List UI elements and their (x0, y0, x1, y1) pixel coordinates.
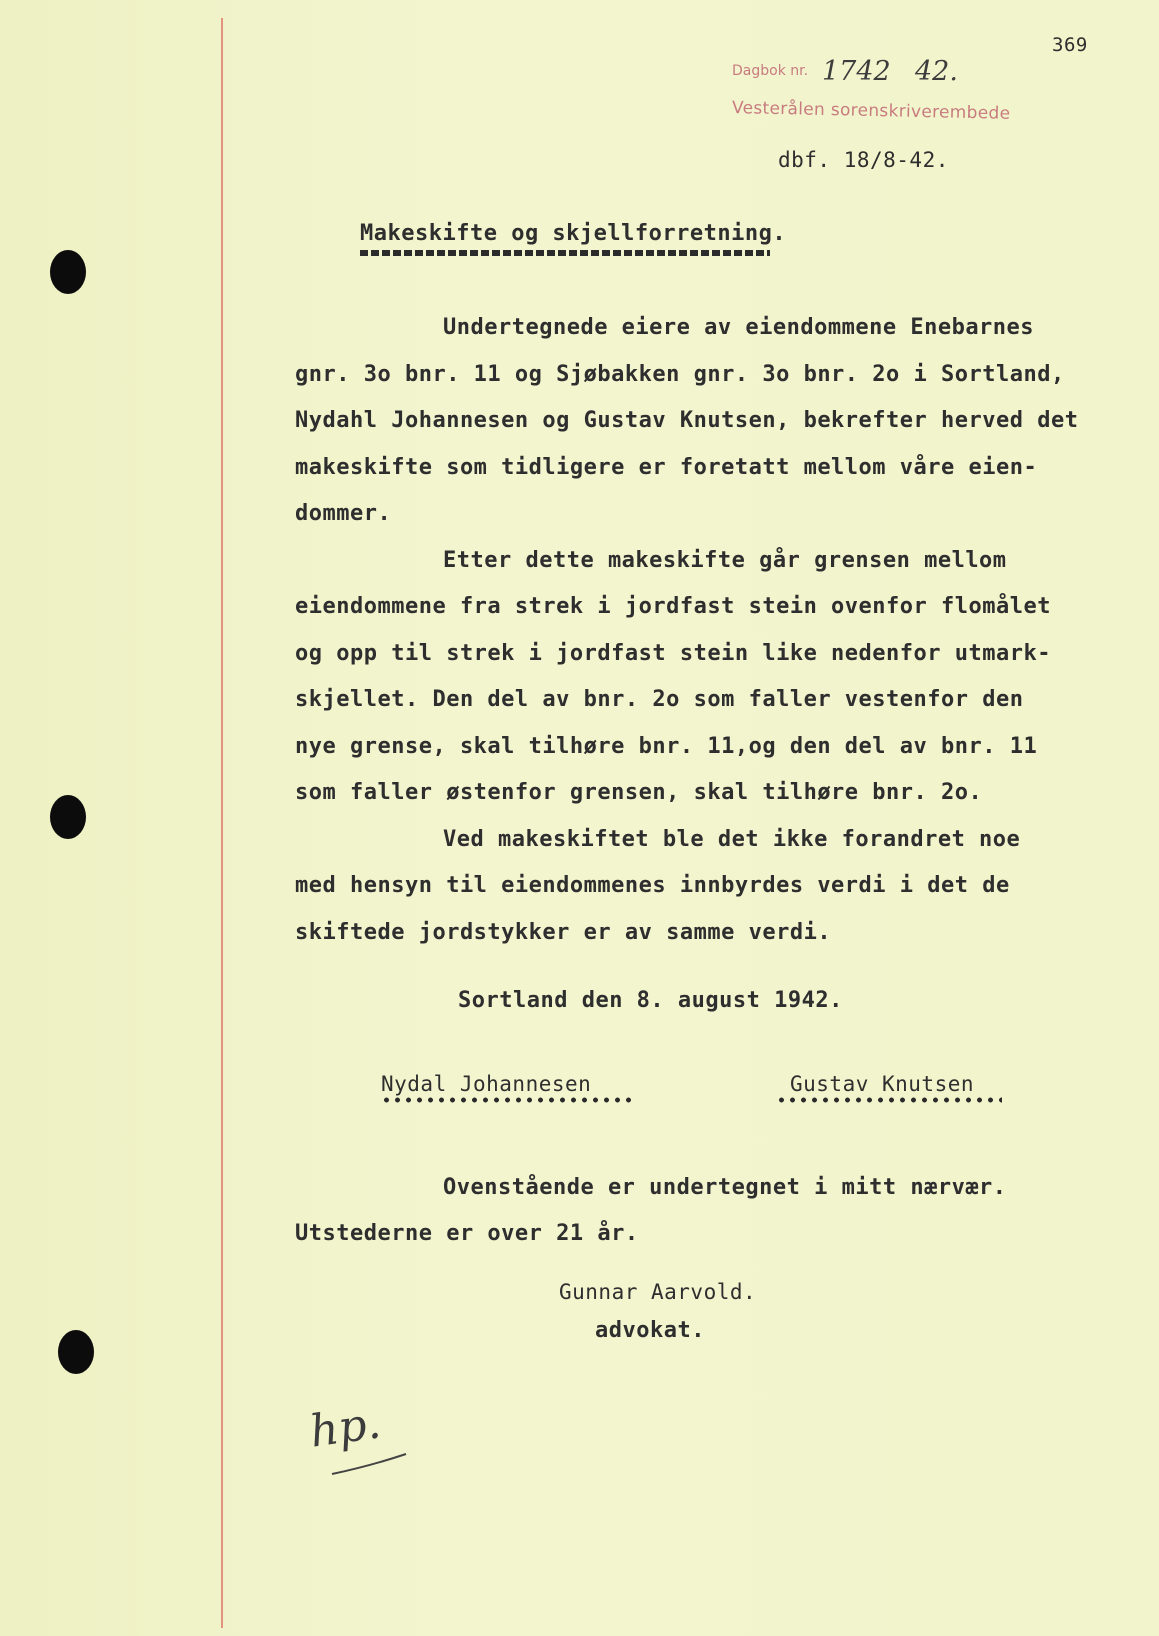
paragraph-3-line-3: skiftede jordstykker er av samme verdi. (295, 920, 832, 945)
signature-left: Nydal Johannesen (381, 1072, 592, 1096)
signature-right-dotted-line (776, 1097, 1002, 1103)
punch-hole-bottom (58, 1330, 94, 1374)
document-title: Makeskifte og skjellforretning. (360, 221, 787, 246)
stamp-number: 1742 (822, 56, 891, 87)
witness-name: Gunnar Aarvold. (559, 1280, 757, 1304)
paragraph-2-line-2: eiendommene fra strek i jordfast stein ovenfor flomålet (295, 594, 1051, 619)
paragraph-2-line-5: nye grense, skal tilhøre bnr. 11,og den del av bnr. 11 (295, 734, 1038, 759)
witness-line-2: Utstederne er over 21 år. (295, 1221, 639, 1246)
witness-title: advokat. (595, 1318, 705, 1343)
punch-hole-middle (50, 795, 86, 839)
paragraph-3-line-2: med hensyn til eiendommenes innbyrdes verdi i det de (295, 873, 1010, 898)
witness-line-1: Ovenstående er undertegnet i mitt nærvær. (443, 1175, 1007, 1200)
paragraph-3-line-1: Ved makeskiftet ble det ikke forandret noe (443, 827, 1021, 852)
margin-line (221, 18, 223, 1628)
signature-left-dotted-line (381, 1097, 634, 1103)
punch-hole-top (50, 250, 86, 294)
paragraph-2-line-3: og opp til strek i jordfast stein like nedenfor utmark- (295, 641, 1051, 666)
stamp-label: Dagbok nr. (732, 63, 809, 79)
stamp-office: Vesterålen sorenskriverembede (731, 98, 1011, 124)
page-number: 369 (1052, 34, 1088, 56)
dbf-line: dbf. 18/8-42. (778, 148, 949, 172)
handwritten-initials: hp. (306, 1397, 384, 1458)
paragraph-2-line-6: som faller østenfor grensen, skal tilhøre bnr. 2o. (295, 780, 983, 805)
place-and-date: Sortland den 8. august 1942. (458, 988, 843, 1013)
signature-right: Gustav Knutsen (790, 1072, 975, 1096)
paragraph-1-line-3: Nydahl Johannesen og Gustav Knutsen, bekrefter herved det (295, 408, 1079, 433)
paragraph-2-line-4: skjellet. Den del av bnr. 2o som faller vestenfor den (295, 687, 1024, 712)
title-underline (360, 250, 770, 256)
paragraph-1-line-5: dommer. (295, 501, 392, 526)
paragraph-1-line-4: makeskifte som tidligere er foretatt mellom våre eien- (295, 455, 1038, 480)
paragraph-1-line-1: Undertegnede eiere av eiendommene Enebarnes (443, 315, 1035, 340)
paragraph-2-line-1: Etter dette makeskifte går grensen mellom (443, 548, 1007, 573)
initials-stroke (330, 1448, 410, 1478)
stamp-year: 42. (915, 56, 958, 87)
paragraph-1-line-2: gnr. 3o bnr. 11 og Sjøbakken gnr. 3o bnr. 2o i Sortland, (295, 362, 1065, 387)
